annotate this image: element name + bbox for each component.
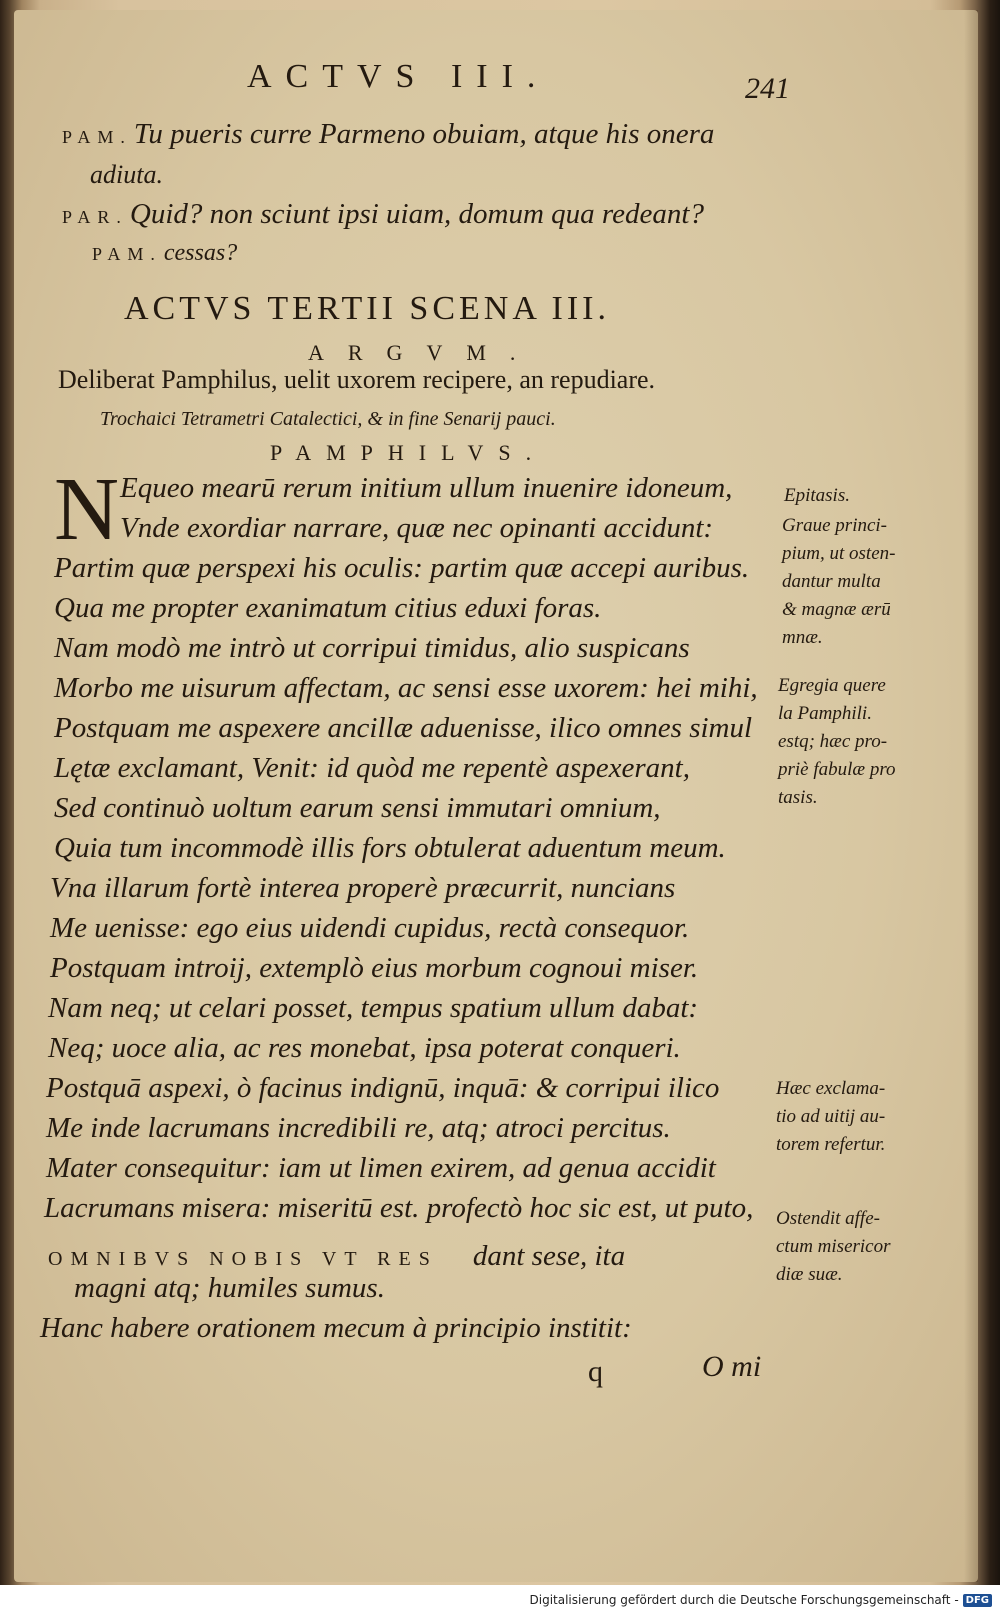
dialogue-line-1 xyxy=(62,118,714,151)
omnibus-caps: OMNIBVS NOBIS VT RES xyxy=(48,1248,438,1270)
margin-note: torem refertur. xyxy=(776,1134,886,1155)
verse-line: Partim quæ perspexi his oculis: partim quæ accepi auribus. xyxy=(54,552,750,584)
verse-line: Qua me propter exanimatum citius eduxi foras. xyxy=(54,592,602,624)
verse-line: Quia tum incommodè illis fors obtulerat aduentum meum. xyxy=(54,832,726,864)
meter-note: Trochaici Tetrametri Catalectici, & in fine Senarij pauci. xyxy=(100,408,556,430)
verse-line: Nam neq; ut celari posset, tempus spatium ullum dabat: xyxy=(48,992,699,1024)
margin-note: diæ suæ. xyxy=(776,1264,843,1285)
verse-line: Equeo mearū rerum initium ullum inuenire idoneum, xyxy=(120,472,733,504)
speaker-heading: PAMPHILVS. xyxy=(270,440,547,465)
verse-line: Nam modò me intrò ut corripui timidus, alio suspicans xyxy=(54,632,690,664)
digitization-footer xyxy=(530,1593,993,1607)
speaker-label: PAM. xyxy=(92,244,162,264)
margin-note: tio ad uitij au- xyxy=(776,1106,886,1127)
margin-note: & magnæ ærū xyxy=(782,599,891,620)
page-edge-shadow xyxy=(964,10,978,1582)
catchword: O mi xyxy=(702,1350,762,1383)
omnibus-line xyxy=(48,1240,625,1273)
dialogue-text: Quid? non sciunt ipsi uiam, domum qua redeant? xyxy=(129,198,704,230)
margin-note: Ostendit affe- xyxy=(776,1208,880,1229)
dialogue-line-4 xyxy=(92,240,237,267)
verse-line: Vnde exordiar narrare, quæ nec opinanti accidunt: xyxy=(120,512,714,544)
verse-line: Postquam me aspexere ancillæ aduenisse, ilico omnes simul xyxy=(54,712,753,744)
margin-note: Hæc exclama- xyxy=(776,1078,886,1099)
running-title: ACTVS III. xyxy=(247,58,550,95)
verse-line: Vna illarum fortè interea properè præcurrit, nuncians xyxy=(50,872,676,904)
margin-note: ctum misericor xyxy=(776,1236,891,1257)
verse-line: Me inde lacrumans incredibili re, atq; atroci percitus. xyxy=(46,1112,671,1144)
omnibus-italic: dant sese, ita xyxy=(472,1240,626,1272)
argument-text: Deliberat Pamphilus, uelit uxorem recipere, an repudiare. xyxy=(58,365,656,394)
margin-note: mnæ. xyxy=(782,627,823,648)
dialogue-text: adiuta. xyxy=(90,160,163,189)
margin-note: tasis. xyxy=(778,787,818,808)
speaker-label: PAM. xyxy=(62,127,132,147)
footer-text: Digitalisierung gefördert durch die Deutsche Forschungsgemeinschaft - xyxy=(529,1593,959,1607)
signature-mark: q xyxy=(588,1355,603,1388)
verse-line: Lętæ exclamant, Venit: id quòd me repentè aspexerant, xyxy=(54,752,690,784)
dfg-logo-icon: DFG xyxy=(963,1594,992,1607)
verse-line: Sed continuò uoltum earum sensi immutari omnium, xyxy=(54,792,661,824)
margin-note: pium, ut osten- xyxy=(782,543,896,564)
page-number: 241 xyxy=(745,72,790,105)
margin-note: la Pamphili. xyxy=(778,703,872,724)
verse-line: Mater consequitur: iam ut limen exirem, ad genua accidit xyxy=(46,1152,716,1184)
drop-capital: N xyxy=(54,460,119,559)
margin-note: priè fabulæ pro xyxy=(778,759,896,780)
speaker-label: PAR. xyxy=(62,207,128,227)
dialogue-text: Tu pueris curre Parmeno obuiam, atque his onera xyxy=(133,118,715,150)
verse-line: magni atq; humiles sumus. xyxy=(74,1272,385,1304)
margin-note: estq; hæc pro- xyxy=(778,731,888,752)
dialogue-line-3 xyxy=(62,198,704,231)
dialogue-text: cessas? xyxy=(163,240,238,266)
scene-title: ACTVS TERTII SCENA III. xyxy=(124,290,610,327)
verse-line: Lacrumans misera: miseritū est. profectò hoc sic est, ut puto, xyxy=(44,1192,754,1224)
verse-line: Neq; uoce alia, ac res monebat, ipsa poterat conqueri. xyxy=(48,1032,681,1064)
verse-line: Me uenisse: ego eius uidendi cupidus, rectà consequor. xyxy=(50,912,690,944)
margin-note: Graue princi- xyxy=(782,515,888,536)
margin-note: dantur multa xyxy=(782,571,881,592)
margin-note: Epitasis. xyxy=(784,485,850,506)
dialogue-line-2 xyxy=(90,160,163,190)
verse-line: Hanc habere orationem mecum à principio institit: xyxy=(40,1312,632,1344)
verse-line: Postquam introij, extemplò eius morbum cognoui miser. xyxy=(50,952,699,984)
verse-line: Morbo me uisurum affectam, ac sensi esse uxorem: hei mihi, xyxy=(54,672,758,704)
verse-line: Postquā aspexi, ò facinus indignū, inquā: & corripui ilico xyxy=(46,1072,720,1104)
margin-note: Egregia quere xyxy=(778,675,886,696)
argument-label: ARGVM. xyxy=(308,340,540,365)
